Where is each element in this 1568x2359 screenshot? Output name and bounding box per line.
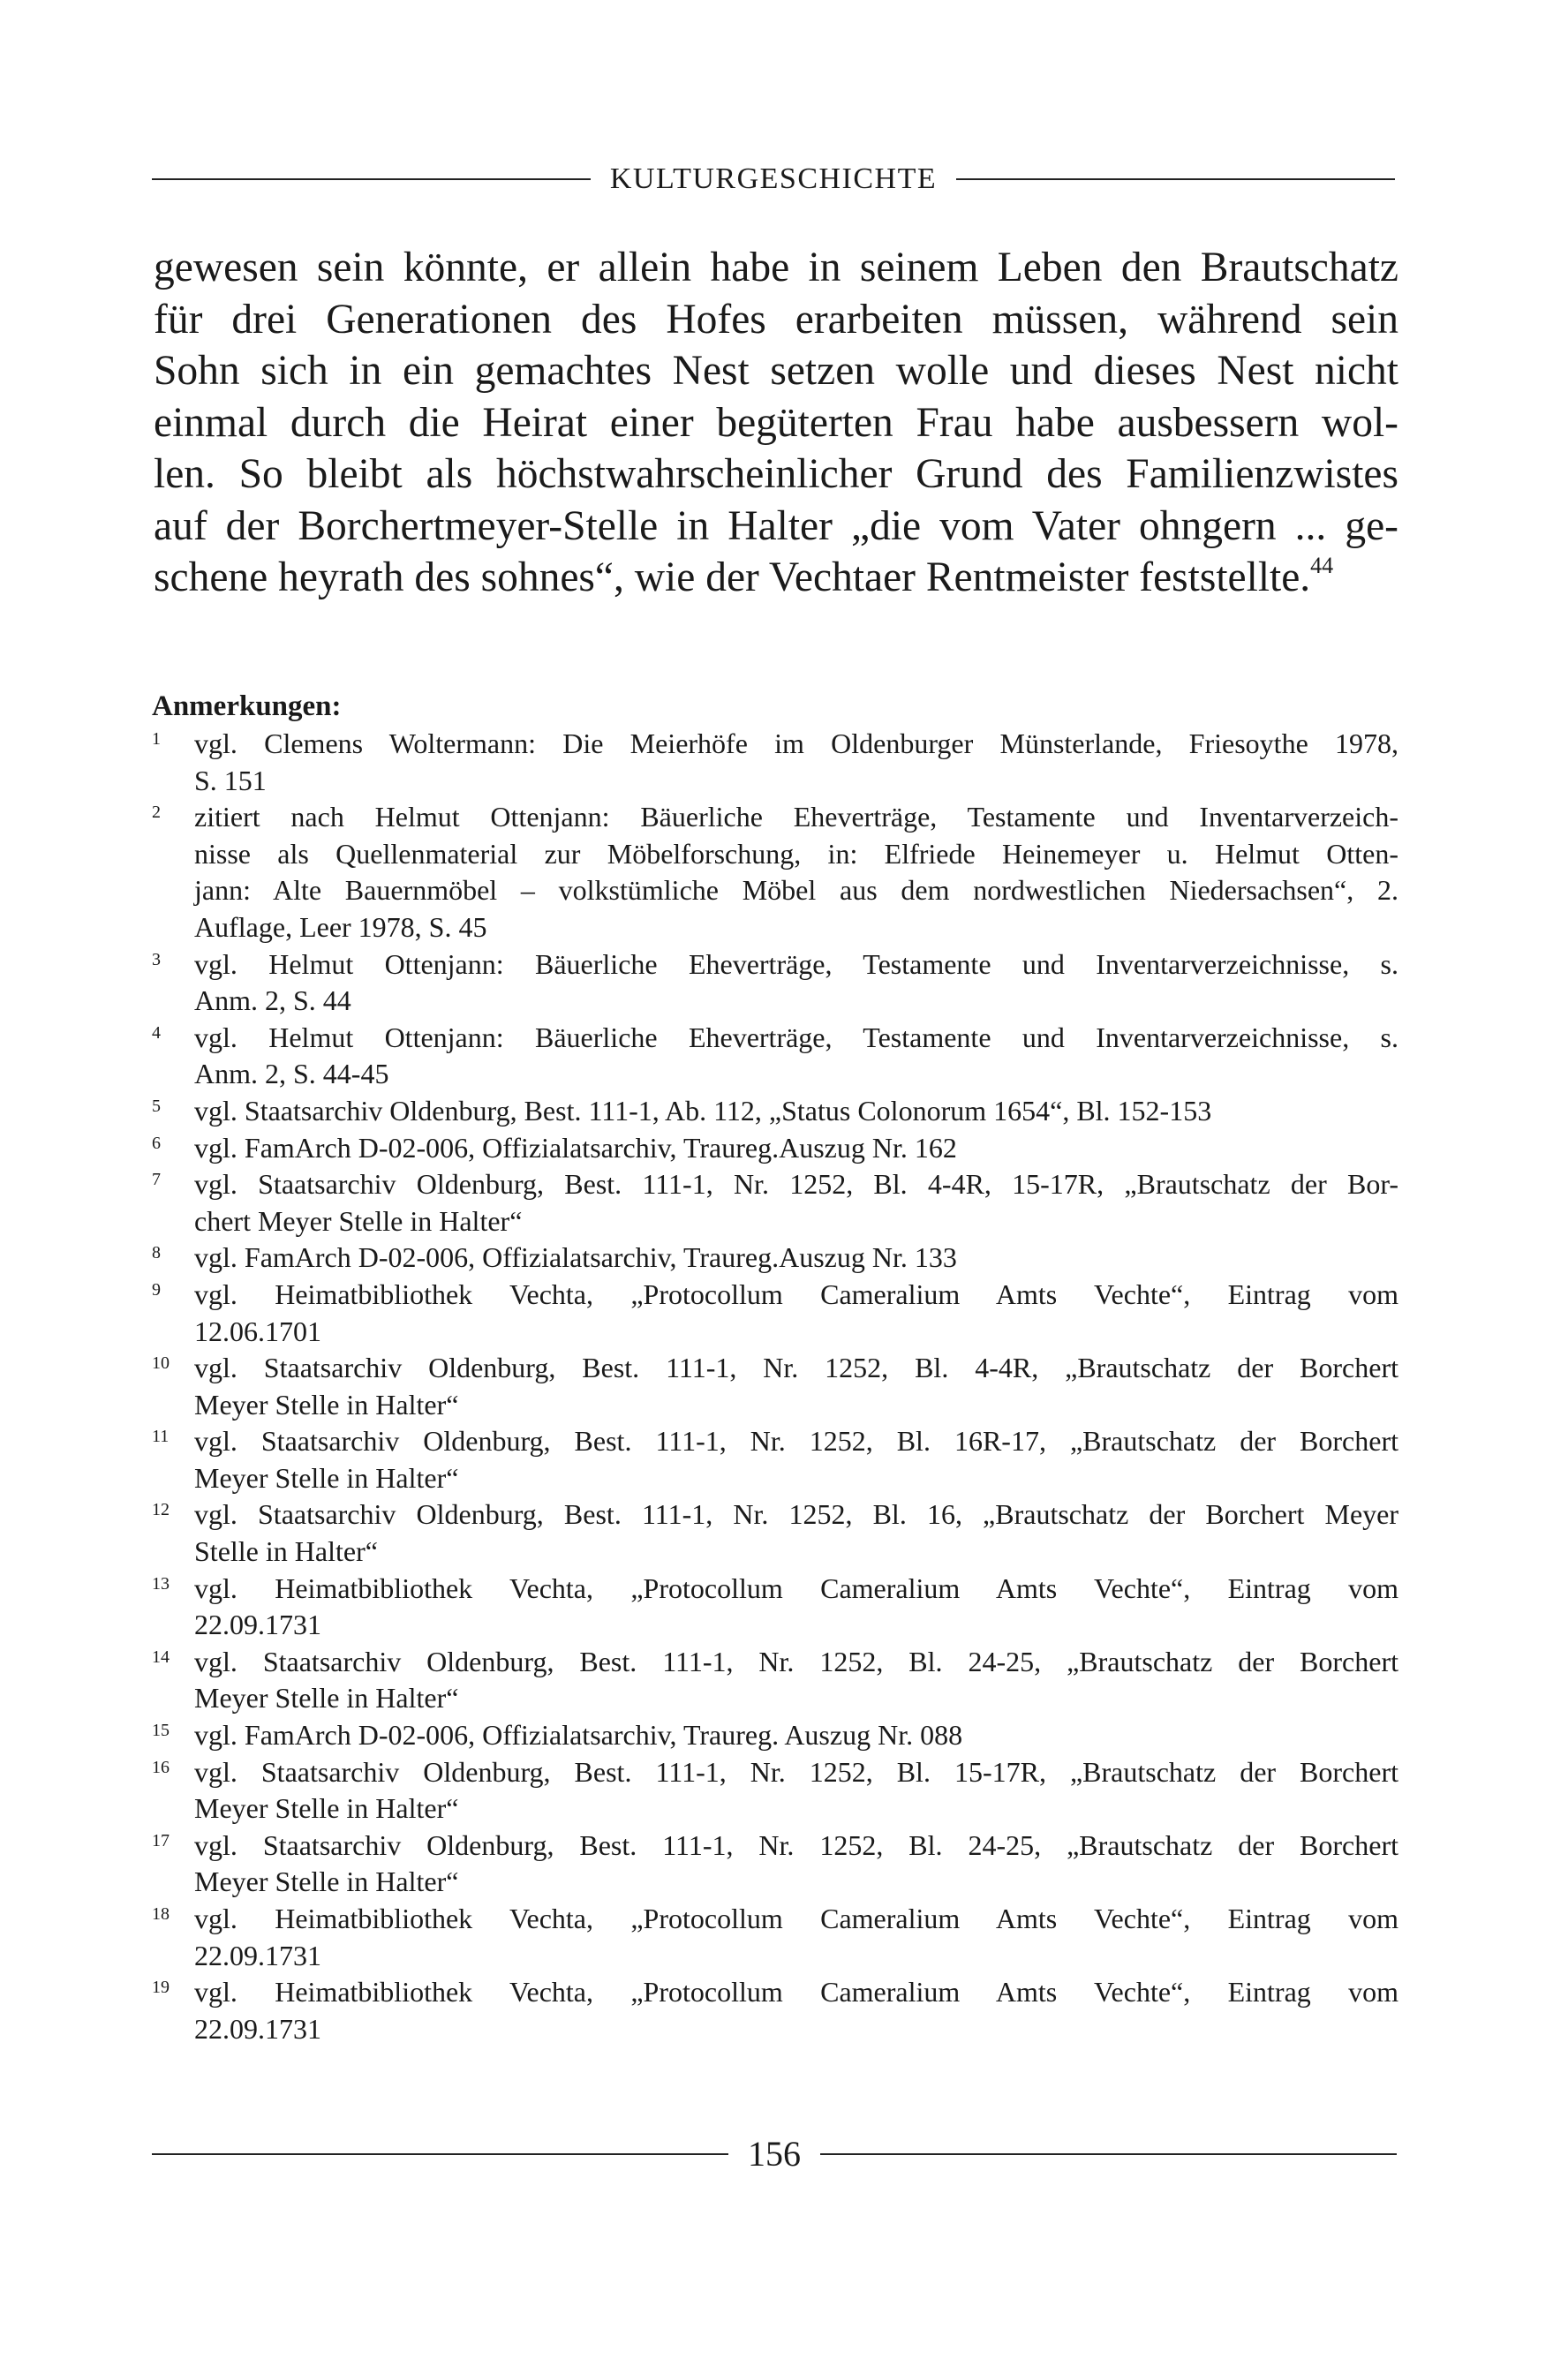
note-item xyxy=(152,946,1398,1020)
body-line-text: schene heyrath des sohnes“, wie der Vechtaer Rentmeister feststellte. xyxy=(154,554,1311,600)
note-line: vgl. Helmut Ottenjann: Bäuerliche Eheverträge, Testamente und Inventarverzeichnisse, s. xyxy=(194,1021,1398,1053)
note-number: 10 xyxy=(152,1353,170,1374)
note-item xyxy=(152,1020,1398,1093)
note-item xyxy=(152,1717,1398,1754)
note-item xyxy=(152,1240,1398,1277)
note-line: vgl. Helmut Ottenjann: Bäuerliche Eheverträge, Testamente und Inventarverzeichnisse, s. xyxy=(194,947,1398,980)
note-item xyxy=(152,1828,1398,1901)
note-line: Auflage, Leer 1978, S. 45 xyxy=(194,910,487,943)
note-number: 17 xyxy=(152,1830,170,1850)
footer-rule-left xyxy=(152,2153,728,2155)
body-line-text: einmal durch die Heirat einer begüterten Frau habe ausbessern wol- xyxy=(154,399,1398,446)
note-number: 7 xyxy=(152,1170,161,1190)
note-line: Anm. 2, S. 44-45 xyxy=(194,1058,389,1090)
note-number: 2 xyxy=(152,803,161,823)
note-number: 1 xyxy=(152,729,161,749)
note-line: vgl. Staatsarchiv Oldenburg, Best. 111-1, Ab. 112, „Status Colonorum 1654“, Bl. 152-153 xyxy=(194,1094,1212,1127)
note-number: 16 xyxy=(152,1757,170,1777)
note-line: 22.09.1731 xyxy=(194,2012,321,2045)
body-line-text: len. So bleibt als höchstwahrscheinlicher Grund des Familienzwistes xyxy=(154,451,1398,497)
note-line: 12.06.1701 xyxy=(194,1315,321,1347)
note-line: 22.09.1731 xyxy=(194,1609,321,1641)
note-line: Meyer Stelle in Halter“ xyxy=(194,1792,459,1825)
note-item xyxy=(152,1901,1398,1974)
note-line: vgl. Staatsarchiv Oldenburg, Best. 111-1, Nr. 1252, Bl. 16R-17, „Brautschatz der Borchert xyxy=(194,1425,1398,1458)
body-line xyxy=(154,345,1398,397)
note-line: vgl. FamArch D-02-006, Offizialatsarchiv, Traureg.Auszug Nr. 162 xyxy=(194,1131,957,1164)
note-number: 18 xyxy=(152,1904,170,1924)
note-line: vgl. FamArch D-02-006, Offizialatsarchiv, Traureg.Auszug Nr. 133 xyxy=(194,1241,957,1274)
note-line: Stelle in Halter“ xyxy=(194,1535,378,1568)
note-line: vgl. Staatsarchiv Oldenburg, Best. 111-1, Nr. 1252, Bl. 16, „Brautschatz der Borchert Meyer xyxy=(194,1498,1398,1531)
note-line: vgl. Clemens Woltermann: Die Meierhöfe im Oldenburger Münsterlande, Friesoythe 1978, xyxy=(194,727,1398,759)
notes-section xyxy=(152,689,1398,2047)
note-number: 9 xyxy=(152,1279,161,1300)
note-item xyxy=(152,1093,1398,1130)
note-number: 5 xyxy=(152,1096,161,1116)
note-line: S. 151 xyxy=(194,764,267,796)
footnote-reference[interactable]: 44 xyxy=(1310,553,1334,578)
note-item xyxy=(152,1166,1398,1240)
note-number: 14 xyxy=(152,1647,170,1667)
note-number: 12 xyxy=(152,1500,170,1520)
note-line: Meyer Stelle in Halter“ xyxy=(194,1865,459,1898)
running-title: KULTURGESCHICHTE xyxy=(609,162,938,195)
running-header xyxy=(152,164,1395,194)
note-item xyxy=(152,799,1398,946)
note-item xyxy=(152,1571,1398,1644)
note-item xyxy=(152,1130,1398,1167)
note-line: vgl. Staatsarchiv Oldenburg, Best. 111-1, Nr. 1252, Bl. 4-4R, „Brautschatz der Borchert xyxy=(194,1352,1398,1384)
note-line: vgl. Staatsarchiv Oldenburg, Best. 111-1, Nr. 1252, Bl. 4-4R, 15-17R, „Brautschatz der Bor- xyxy=(194,1168,1398,1201)
body-line xyxy=(154,501,1398,553)
note-line: 22.09.1731 xyxy=(194,1939,321,1971)
note-line: jann: Alte Bauernmöbel – volkstümliche Möbel aus dem nordwestlichen Niedersachsen“, 2. xyxy=(194,874,1398,907)
body-line xyxy=(154,294,1398,346)
note-item xyxy=(152,1277,1398,1350)
note-line: vgl. Heimatbibliothek Vechta, „Protocollum Cameralium Amts Vechte“, Eintrag vom xyxy=(194,1976,1398,2009)
note-line: vgl. Heimatbibliothek Vechta, „Protocollum Cameralium Amts Vechte“, Eintrag vom xyxy=(194,1903,1398,1934)
page-footer xyxy=(152,2134,1397,2174)
notes-list xyxy=(152,726,1398,2047)
note-line: Anm. 2, S. 44 xyxy=(194,984,351,1017)
note-item xyxy=(152,1644,1398,1717)
body-line-text: Sohn sich in ein gemachtes Nest setzen wolle und dieses Nest nicht xyxy=(154,348,1398,394)
note-line: vgl. Staatsarchiv Oldenburg, Best. 111-1, Nr. 1252, Bl. 24-25, „Brautschatz der Borchert xyxy=(194,1645,1398,1677)
note-number: 15 xyxy=(152,1721,170,1741)
note-line: vgl. Staatsarchiv Oldenburg, Best. 111-1, Nr. 1252, Bl. 24-25, „Brautschatz der Borchert xyxy=(194,1828,1398,1861)
note-number: 6 xyxy=(152,1133,161,1153)
note-number: 13 xyxy=(152,1573,170,1594)
body-paragraph xyxy=(154,242,1398,604)
footer-rule-right xyxy=(820,2153,1397,2155)
note-line: Meyer Stelle in Halter“ xyxy=(194,1388,459,1421)
note-item xyxy=(152,1974,1398,2047)
header-rule-right xyxy=(956,178,1395,180)
page-number: 156 xyxy=(748,2134,801,2174)
notes-heading: Anmerkungen: xyxy=(152,690,342,722)
note-line: zitiert nach Helmut Ottenjann: Bäuerliche Eheverträge, Testamente und Inventarverzeich- xyxy=(194,801,1398,833)
body-line xyxy=(154,397,1398,449)
note-line: vgl. Heimatbibliothek Vechta, „Protocollum Cameralium Amts Vechte“, Eintrag vom xyxy=(194,1277,1398,1310)
note-line: nisse als Quellenmaterial zur Möbelforschung, in: Elfriede Heinemeyer u. Helmut Otten- xyxy=(194,837,1398,870)
body-line xyxy=(154,242,1398,294)
body-line-text: auf der Borchertmeyer-Stelle in Halter „die vom Vater ohngern ... ge- xyxy=(154,502,1398,549)
note-number: 19 xyxy=(152,1978,170,1998)
note-line: chert Meyer Stelle in Halter“ xyxy=(194,1204,523,1237)
note-item xyxy=(152,1754,1398,1828)
note-item xyxy=(152,1350,1398,1423)
note-line: vgl. Staatsarchiv Oldenburg, Best. 111-1, Nr. 1252, Bl. 15-17R, „Brautschatz der Borchert xyxy=(194,1755,1398,1788)
note-line: Meyer Stelle in Halter“ xyxy=(194,1461,459,1494)
note-line: vgl. FamArch D-02-006, Offizialatsarchiv, Traureg. Auszug Nr. 088 xyxy=(194,1719,963,1752)
note-item xyxy=(152,1496,1398,1570)
note-number: 8 xyxy=(152,1243,161,1263)
body-line-text: für drei Generationen des Hofes erarbeiten müssen, während sein xyxy=(154,296,1398,343)
note-line: vgl. Heimatbibliothek Vechta, „Protocollum Cameralium Amts Vechte“, Eintrag vom xyxy=(194,1571,1398,1604)
body-line xyxy=(154,448,1398,501)
note-number: 4 xyxy=(152,1022,161,1043)
note-item xyxy=(152,726,1398,799)
note-number: 3 xyxy=(152,949,161,969)
body-line-text: gewesen sein könnte, er allein habe in seinem Leben den Brautschatz xyxy=(154,245,1398,290)
body-line xyxy=(154,552,1398,604)
note-number: 11 xyxy=(152,1427,170,1447)
note-item xyxy=(152,1423,1398,1496)
note-line: Meyer Stelle in Halter“ xyxy=(194,1682,459,1715)
header-rule-left xyxy=(152,178,591,180)
